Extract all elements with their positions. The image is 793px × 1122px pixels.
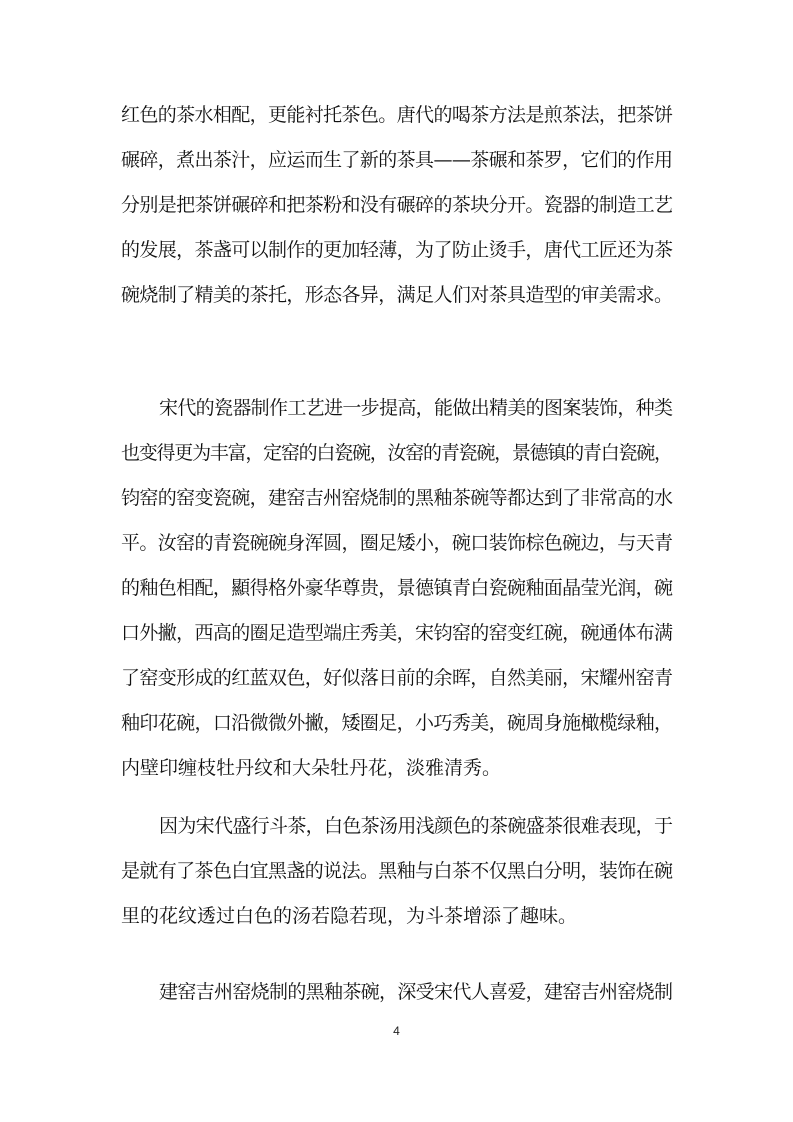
text-line: 釉印花碗，口沿微微外撇，矮圈足，小巧秀美，碗周身施橄榄绿釉， <box>121 712 673 734</box>
text-line: 内壁印缠枝牡丹纹和大朵牡丹花，淡雅清秀。 <box>121 757 502 779</box>
text-line: 也变得更为丰富，定窑的白瓷碗，汝窑的青瓷碗，景德镇的青白瓷碗， <box>121 442 672 464</box>
text-line: 因为宋代盛行斗茶，白色茶汤用浅颜色的茶碗盛茶很难表现，于 <box>159 815 673 837</box>
text-line: 宋代的瓷器制作工艺进一步提高，能做出精美的图案装饰，种类 <box>159 397 673 419</box>
text-line: 红色的茶水相配，更能衬托茶色。唐代的喝茶方法是煎茶法，把茶饼 <box>121 104 673 126</box>
text-line: 的釉色相配，顯得格外豪华尊贵，景德镇青白瓷碗釉面晶莹光润，碗 <box>121 577 673 599</box>
page-number: 4 <box>393 1024 400 1038</box>
text-line: 碾碎，煮出茶汁，应运而生了新的茶具——茶碾和茶罗，它们的作用 <box>121 149 673 171</box>
text-line: 平。汝窑的青瓷碗碗身浑圆，圈足矮小，碗口装饰棕色碗边，与天青 <box>121 532 673 554</box>
text-line: 里的花纹透过白色的汤若隐若现，为斗茶增添了趣味。 <box>121 905 578 927</box>
text-line: 口外撇，西高的圈足造型端庄秀美，宋钧窑的窑变红碗，碗通体布满 <box>121 622 673 644</box>
text-line: 建窑吉州窑烧制的黑釉茶碗，深受宋代人喜爱，建窑吉州窑烧制 <box>159 981 673 1003</box>
text-line: 了窑变形成的红蓝双色，好似落日前的余晖，自然美丽，宋耀州窑青 <box>121 667 673 689</box>
text-line: 碗烧制了精美的茶托，形态各异，满足人们对茶具造型的审美需求。 <box>121 284 673 306</box>
text-line: 分别是把茶饼碾碎和把茶粉和没有碾碎的茶块分开。瓷器的制造工艺 <box>121 194 673 216</box>
text-line: 钧窑的窑变瓷碗，建窑吉州窑烧制的黑釉茶碗等都达到了非常高的水 <box>121 487 673 509</box>
text-line: 是就有了茶色白宜黑盏的说法。黑釉与白茶不仅黑白分明，装饰在碗 <box>121 860 673 882</box>
text-line: 的发展，茶盏可以制作的更加轻薄，为了防止烫手，唐代工匠还为茶 <box>121 239 673 261</box>
